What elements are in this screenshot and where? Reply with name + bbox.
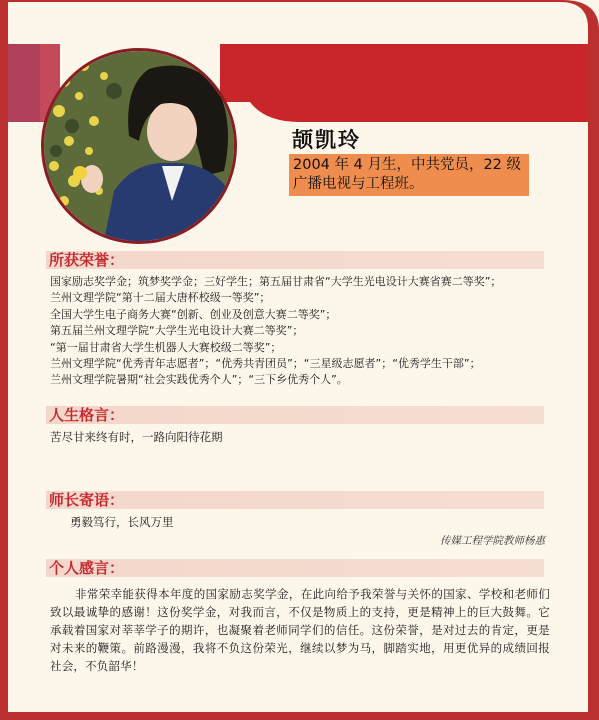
honor-item: 全国大学生电子商务大赛“创新、创业及创意大赛二等奖”； [50, 307, 337, 321]
honor-item: “第一届甘肃省大学生机器人大赛校级二等奖”； [50, 340, 282, 354]
advice-text: 勇毅笃行，长风万里 [70, 515, 174, 529]
student-intro: 2004 年 4 月生，中共党员，22 级广播电视与工程班。 [289, 154, 529, 196]
honor-item: 第五届兰州文理学院“大学生光电设计大赛二等奖”； [50, 324, 304, 338]
honor-item: 国家励志奖学金；筑梦奖学金；三好学生；第五届甘肃省“大学生光电设计大赛省赛二等奖”； [50, 275, 502, 288]
advice-signature: 传媒工程学院教师杨惠 [440, 535, 545, 547]
honor-item: 兰州文理学院“第十二届大唐杯校级一等奖”； [50, 291, 271, 305]
honors-title: 所获荣誉： [46, 251, 544, 269]
student-name: 颉凯玲 [292, 128, 361, 152]
honor-item: 兰州文理学院“优秀青年志愿者”；“优秀共青团员”；“三星级志愿者”；“优秀学生干部”； [50, 357, 481, 371]
honors-list [50, 274, 550, 389]
advice-title: 师长寄语： [46, 491, 544, 509]
essay-title: 个人感言： [46, 559, 544, 577]
profile-photo [41, 48, 237, 244]
honor-item: 兰州文理学院暑期“社会实践优秀个人”；“三下乡优秀个人”。 [50, 373, 348, 387]
motto-title: 人生格言： [46, 406, 544, 424]
essay-text: 非常荣幸能获得本年度的国家励志奖学金，在此向给予我荣誉与关怀的国家、学校和老师们致以最诚挚的感谢！这份奖学金，对我而言，不仅是物质上的支持，更是精神上的巨大鼓舞。它承载着国家对莘莘学子的期许，也凝聚着老师同学们的信任。这份荣誉，是对过去的肯定，更是对未来的鞭策。前路漫漫，我将不负这份荣光，继续以梦为马，脚踏实地，用更优异的成绩回报社会，不负韶华！ [50, 587, 550, 673]
motto-text: 苦尽甘来终有时，一路向阳待花期 [50, 430, 223, 444]
